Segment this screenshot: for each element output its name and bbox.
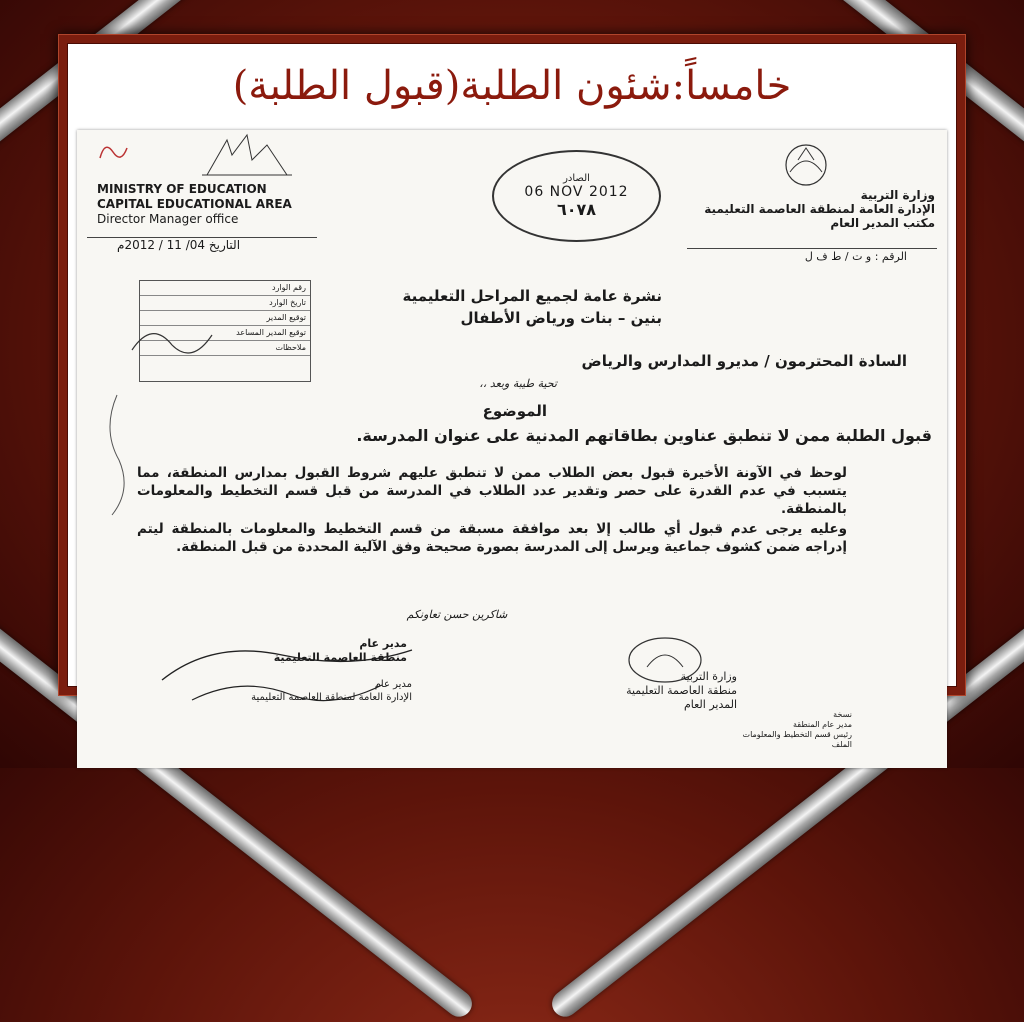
copy-to-item: رئيس قسم التخطيط والمعلومات (742, 730, 852, 739)
capital-area-logo-icon (197, 130, 297, 180)
stamp-date: 06 NOV 2012 (524, 184, 629, 200)
seal-line1: مدير عام (374, 679, 412, 690)
greeting-line: تحية طيبة وبعد ،، (479, 377, 557, 390)
bulletin-line2: بنين – بنات ورياض الأطفال (460, 309, 662, 327)
routing-row: رقم الوارد (140, 281, 310, 296)
arabic-header-line3: مكتب المدير العام (830, 216, 935, 230)
routing-row: تاريخ الوارد (140, 296, 310, 311)
arabic-header-line2: الإدارة العامة لمنطقة العاصمة التعليمية (704, 202, 935, 216)
english-header-line1: MINISTRY OF EDUCATION (97, 182, 267, 196)
copy-to-item: الملف (831, 740, 852, 749)
body-paragraph-2: وعليه يرجى عدم قبول أي طالب إلا بعد موافقة مسبقة من قسم التخطيط والمعلومات بالمنطقة ليتم إدراجه ضمن كشوف جماعية ويرسل إلى المدرسة بصورة صحيحة وفق الآلية المحددة من قبل المنطقة. (137, 521, 847, 555)
body-paragraph-1: لوحظ في الآونة الأخيرة قبول بعض الطلاب ممن لا تنطبق عليهم شروط القبول بمدارس المنطقة، مما يتسبب في عدم القدرة على حصر وتقدير عدد الطلاب في المدرسة من قبل قسم التخطيط والمعلومات بالمنطقة. (137, 465, 847, 517)
handwritten-initials-icon (122, 320, 232, 370)
seal-line2: الإدارة العامة لمنطقة العاصمة التعليمية (251, 692, 412, 703)
routing-row: ملاحظات (140, 341, 310, 356)
closing-thanks: شاكرين حسن تعاونكم (406, 608, 508, 621)
signature-seal-text (192, 678, 412, 704)
copy-to-item: مدير عام المنطقة (793, 720, 852, 729)
copy-to-list (732, 710, 852, 750)
handwritten-mark-icon (95, 138, 135, 168)
outgoing-stamp (492, 150, 661, 242)
routing-row: توقيع المدير المساعد (140, 326, 310, 341)
ministry-footer-line1: وزارة التربية (680, 670, 737, 683)
header-divider-right (687, 248, 937, 249)
ministry-footer-line2: منطقة العاصمة التعليمية (626, 684, 737, 697)
margin-scribble-icon (97, 390, 137, 520)
english-header-line3: Director Manager office (97, 212, 239, 226)
routing-row: توقيع المدير (140, 311, 310, 326)
slide-title: خامساً:شئون الطلبة(قبول الطلبة) (232, 63, 792, 109)
copy-to-label: نسخة (833, 710, 852, 719)
english-header-line2: CAPITAL EDUCATIONAL AREA (97, 197, 292, 211)
addressee-line: السادة المحترمون / مديرو المدارس والرياض (581, 352, 907, 370)
bulletin-heading (347, 285, 662, 329)
subject-label: الموضوع (482, 402, 547, 420)
header-divider-left (87, 237, 317, 238)
arabic-header-line1: وزارة التربية (860, 188, 935, 202)
kuwait-emblem-icon (770, 140, 842, 190)
english-header (97, 182, 292, 227)
subject-line: قبول الطلبة ممن لا تنطبق عناوين بطاقاتهم المدنية على عنوان المدرسة. (356, 426, 932, 445)
document-reference: الرقم : و ت / ط ف ل (804, 250, 907, 263)
document-date: التاريخ 04/ 11 / 2012م (117, 238, 241, 252)
signature-area: منطقة العاصمة التعليمية (273, 651, 407, 664)
arabic-header (704, 188, 935, 230)
scanned-document (77, 130, 947, 768)
stamp-number: ٦٠٧٨ (556, 200, 597, 219)
stamp-label: الصادر (563, 173, 590, 184)
signature-title: مدير عام (359, 637, 407, 650)
bulletin-line1: نشرة عامة لجميع المراحل التعليمية (402, 287, 662, 305)
ministry-footer-line3: المدير العام (683, 698, 737, 711)
ministry-footer (567, 670, 737, 712)
